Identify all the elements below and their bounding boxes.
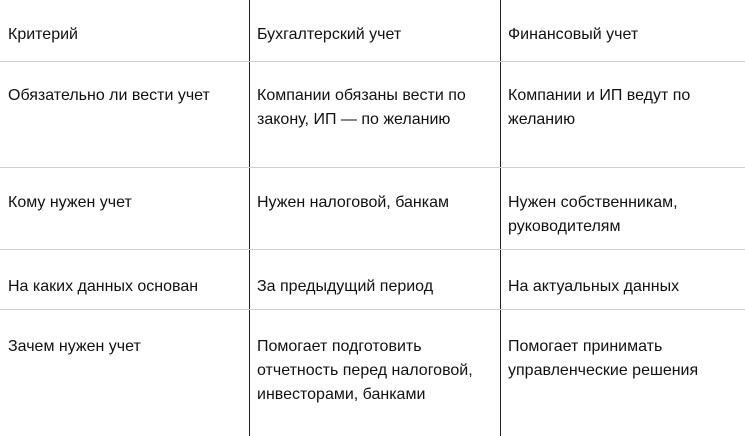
table-row <box>0 168 745 250</box>
row-1-financial: Компании и ИП ведут по желанию <box>508 87 691 128</box>
row-2-criterion: Кому нужен учет <box>8 194 132 211</box>
row-4-criterion: Зачем нужен учет <box>8 338 141 355</box>
table-header-row <box>0 0 745 62</box>
table-row <box>0 62 745 168</box>
row-1-accounting: Компании обязаны вести по закону, ИП — по желанию <box>257 87 466 128</box>
row-2-financial: Нужен собственникам, руководителям <box>508 194 678 235</box>
header-criterion: Критерий <box>8 26 78 43</box>
header-accounting: Бухгалтерский учет <box>257 26 402 43</box>
row-4-financial: Помогает принимать управленческие решения <box>508 338 699 379</box>
row-3-criterion: На каких данных основан <box>8 278 199 295</box>
header-financial: Финансовый учет <box>508 26 639 43</box>
row-2-accounting: Нужен налоговой, банкам <box>257 194 449 211</box>
row-1-criterion: Обязательно ли вести учет <box>8 87 210 104</box>
table-row <box>0 250 745 310</box>
row-3-accounting: За предыдущий период <box>257 278 434 295</box>
row-4-accounting: Помогает подготовить отчетность перед налоговой, инвесторами, банками <box>257 338 473 403</box>
table-row <box>0 310 745 436</box>
row-3-financial: На актуальных данных <box>508 278 680 295</box>
